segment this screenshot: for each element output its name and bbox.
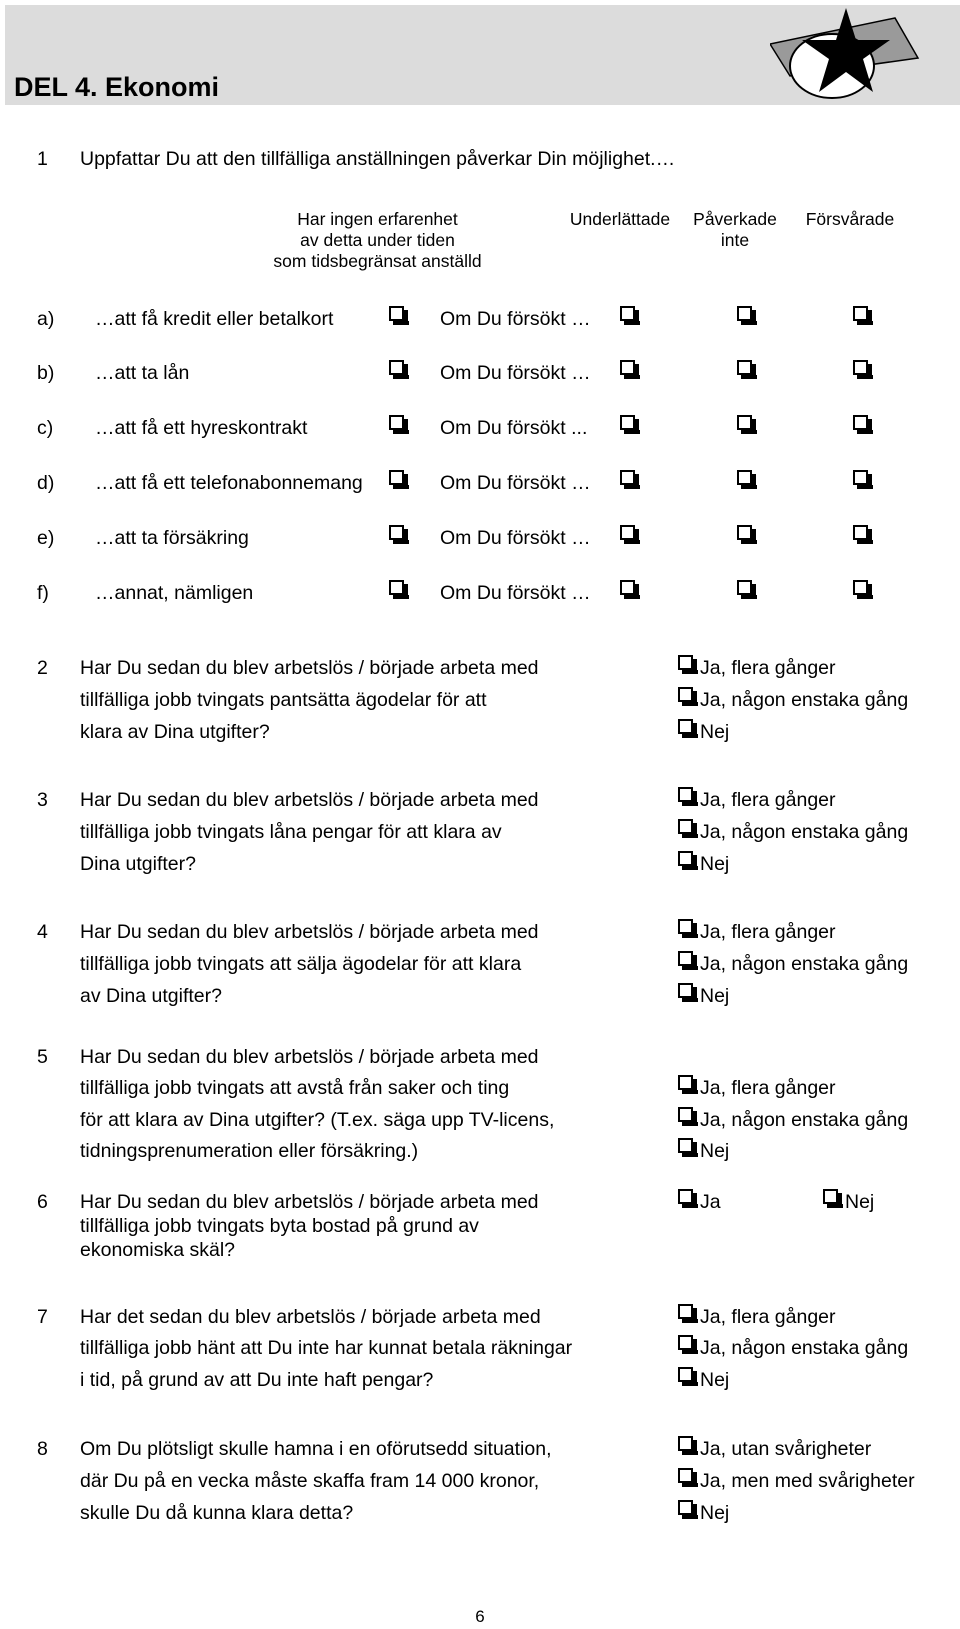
checkbox-option[interactable] xyxy=(678,1107,693,1122)
question-5-line: för att klara av Dina utgifter? (T.ex. säga upp TV-licens, xyxy=(80,1109,555,1131)
checkbox-option[interactable] xyxy=(678,1468,693,1483)
checkbox-option[interactable] xyxy=(678,1138,693,1153)
item-letter: e) xyxy=(37,527,55,549)
if-tried-label: Om Du försökt … xyxy=(440,582,591,604)
checkbox-option[interactable] xyxy=(678,655,693,670)
question-4-number: 4 xyxy=(37,921,48,943)
question-8-number: 8 xyxy=(37,1438,48,1460)
question-5-line: tidningsprenumeration eller försäkring.) xyxy=(80,1140,419,1162)
question-5-line: tillfälliga jobb tvingats att avstå från saker och ting xyxy=(80,1077,510,1099)
question-7-line: i tid, på grund av att Du inte haft pengar? xyxy=(80,1369,434,1391)
checkbox-hindered[interactable] xyxy=(853,525,868,540)
checkbox-no-experience[interactable] xyxy=(389,525,404,540)
option-label: Ja, men med svårigheter xyxy=(700,1470,915,1492)
option-label: Ja, flera gånger xyxy=(700,1077,836,1099)
column-header-no-effect: Påverkade inte xyxy=(693,209,777,250)
item-letter: c) xyxy=(37,417,54,439)
question-3-line: Har Du sedan du blev arbetslös / började arbeta med xyxy=(80,789,539,811)
checkbox-option[interactable] xyxy=(678,819,693,834)
option-label: Ja, någon enstaka gång xyxy=(700,1109,909,1131)
question-6-line: ekonomiska skäl? xyxy=(80,1239,235,1261)
option-label: Ja xyxy=(700,1191,721,1213)
section-title: DEL 4. Ekonomi xyxy=(14,72,220,102)
option-label: Ja, någon enstaka gång xyxy=(700,821,909,843)
checkbox-option[interactable] xyxy=(678,851,693,866)
star-shapes-logo-icon xyxy=(770,6,930,102)
checkbox-yes[interactable] xyxy=(678,1189,693,1204)
column-header-no-experience: Har ingen erfarenhet av detta under tiden som tidsbegränsat anställd xyxy=(273,209,482,271)
question-4-line: av Dina utgifter? xyxy=(80,985,222,1007)
option-label: Nej xyxy=(845,1191,875,1213)
checkbox-no-effect[interactable] xyxy=(737,360,752,375)
checkbox-no-experience[interactable] xyxy=(389,580,404,595)
question-8-line: skulle Du då kunna klara detta? xyxy=(80,1502,354,1524)
checkbox-facilitated[interactable] xyxy=(620,580,635,595)
if-tried-label: Om Du försökt … xyxy=(440,472,591,494)
item-text: …att få kredit eller betalkort xyxy=(95,308,334,330)
item-letter: b) xyxy=(37,362,55,384)
checkbox-no-experience[interactable] xyxy=(389,306,404,321)
question-2-number: 2 xyxy=(37,657,48,679)
checkbox-hindered[interactable] xyxy=(853,360,868,375)
item-letter: a) xyxy=(37,308,55,330)
if-tried-label: Om Du försökt … xyxy=(440,527,591,549)
column-header-hindered: Försvårade xyxy=(805,209,895,229)
question-8-line: Om Du plötsligt skulle hamna i en oförutsedd situation, xyxy=(80,1438,552,1460)
item-text: …att få ett hyreskontrakt xyxy=(95,417,308,439)
question-5-line: Har Du sedan du blev arbetslös / började arbeta med xyxy=(80,1046,539,1068)
question-2-line: tillfälliga jobb tvingats pantsätta ägodelar för att xyxy=(80,689,487,711)
item-text: …att ta försäkring xyxy=(95,527,249,549)
checkbox-hindered[interactable] xyxy=(853,306,868,321)
checkbox-facilitated[interactable] xyxy=(620,306,635,321)
page-number: 6 xyxy=(475,1607,485,1626)
question-3-line: Dina utgifter? xyxy=(80,853,196,875)
checkbox-no-effect[interactable] xyxy=(737,580,752,595)
question-8-line: där Du på en vecka måste skaffa fram 14 000 kronor, xyxy=(80,1470,540,1492)
option-label: Ja, flera gånger xyxy=(700,789,836,811)
checkbox-option[interactable] xyxy=(678,1500,693,1515)
question-4-line: Har Du sedan du blev arbetslös / började arbeta med xyxy=(80,921,539,943)
option-label: Nej xyxy=(700,1140,730,1162)
question-1-text: Uppfattar Du att den tillfälliga anställningen påverkar Din möjlighet.… xyxy=(80,148,676,170)
checkbox-option[interactable] xyxy=(678,1335,693,1350)
question-6-line: tillfälliga jobb tvingats byta bostad på grund av xyxy=(80,1215,479,1237)
option-label: Ja, någon enstaka gång xyxy=(700,1337,909,1359)
checkbox-no-experience[interactable] xyxy=(389,415,404,430)
question-7-line: tillfälliga jobb hänt att Du inte har kunnat betala räkningar xyxy=(80,1337,573,1359)
if-tried-label: Om Du försökt … xyxy=(440,362,591,384)
option-label: Ja, någon enstaka gång xyxy=(700,953,909,975)
question-3-line: tillfälliga jobb tvingats låna pengar för att klara av xyxy=(80,821,502,843)
question-4-line: tillfälliga jobb tvingats att sälja ägodelar för att klara xyxy=(80,953,522,975)
question-2-line: Har Du sedan du blev arbetslös / började arbeta med xyxy=(80,657,539,679)
option-label: Nej xyxy=(700,721,730,743)
checkbox-no-experience[interactable] xyxy=(389,360,404,375)
option-label: Nej xyxy=(700,1369,730,1391)
option-label: Ja, flera gånger xyxy=(700,657,836,679)
question-7-number: 7 xyxy=(37,1306,48,1328)
option-label: Ja, flera gånger xyxy=(700,1306,836,1328)
checkbox-no-effect[interactable] xyxy=(737,470,752,485)
checkbox-option[interactable] xyxy=(678,1075,693,1090)
if-tried-label: Om Du försökt … xyxy=(440,308,591,330)
checkbox-option[interactable] xyxy=(678,919,693,934)
checkbox-no-experience[interactable] xyxy=(389,470,404,485)
option-label: Ja, flera gånger xyxy=(700,921,836,943)
checkbox-no-effect[interactable] xyxy=(737,525,752,540)
checkbox-facilitated[interactable] xyxy=(620,470,635,485)
column-header-facilitated: Underlättade xyxy=(569,209,671,229)
option-label: Ja, någon enstaka gång xyxy=(700,689,909,711)
checkbox-option[interactable] xyxy=(678,1436,693,1451)
item-text: …att ta lån xyxy=(95,362,190,384)
option-label: Nej xyxy=(700,853,730,875)
checkbox-option[interactable] xyxy=(678,687,693,702)
item-text: …annat, nämligen xyxy=(95,582,254,604)
checkbox-option[interactable] xyxy=(678,1367,693,1382)
option-label: Nej xyxy=(700,985,730,1007)
checkbox-hindered[interactable] xyxy=(853,415,868,430)
checkbox-option[interactable] xyxy=(678,1304,693,1319)
checkbox-option[interactable] xyxy=(678,719,693,734)
checkbox-no-effect[interactable] xyxy=(737,415,752,430)
question-2-line: klara av Dina utgifter? xyxy=(80,721,270,743)
question-3-number: 3 xyxy=(37,789,48,811)
question-1-number: 1 xyxy=(37,148,48,170)
question-6-number: 6 xyxy=(37,1191,48,1213)
checkbox-hindered[interactable] xyxy=(853,580,868,595)
question-6-line: Har Du sedan du blev arbetslös / började arbeta med xyxy=(80,1191,539,1213)
checkbox-option[interactable] xyxy=(678,983,693,998)
checkbox-option[interactable] xyxy=(678,951,693,966)
item-letter: d) xyxy=(37,472,55,494)
checkbox-no-effect[interactable] xyxy=(737,306,752,321)
question-5-number: 5 xyxy=(37,1046,48,1068)
item-text: …att få ett telefonabonnemang xyxy=(95,472,363,494)
option-label: Nej xyxy=(700,1502,730,1524)
checkbox-facilitated[interactable] xyxy=(620,360,635,375)
if-tried-label: Om Du försökt ... xyxy=(440,417,588,439)
question-7-line: Har det sedan du blev arbetslös / började arbeta med xyxy=(80,1306,541,1328)
checkbox-facilitated[interactable] xyxy=(620,525,635,540)
checkbox-no[interactable] xyxy=(823,1189,838,1204)
checkbox-hindered[interactable] xyxy=(853,470,868,485)
checkbox-facilitated[interactable] xyxy=(620,415,635,430)
option-label: Ja, utan svårigheter xyxy=(700,1438,872,1460)
checkbox-option[interactable] xyxy=(678,787,693,802)
item-letter: f) xyxy=(37,582,49,604)
